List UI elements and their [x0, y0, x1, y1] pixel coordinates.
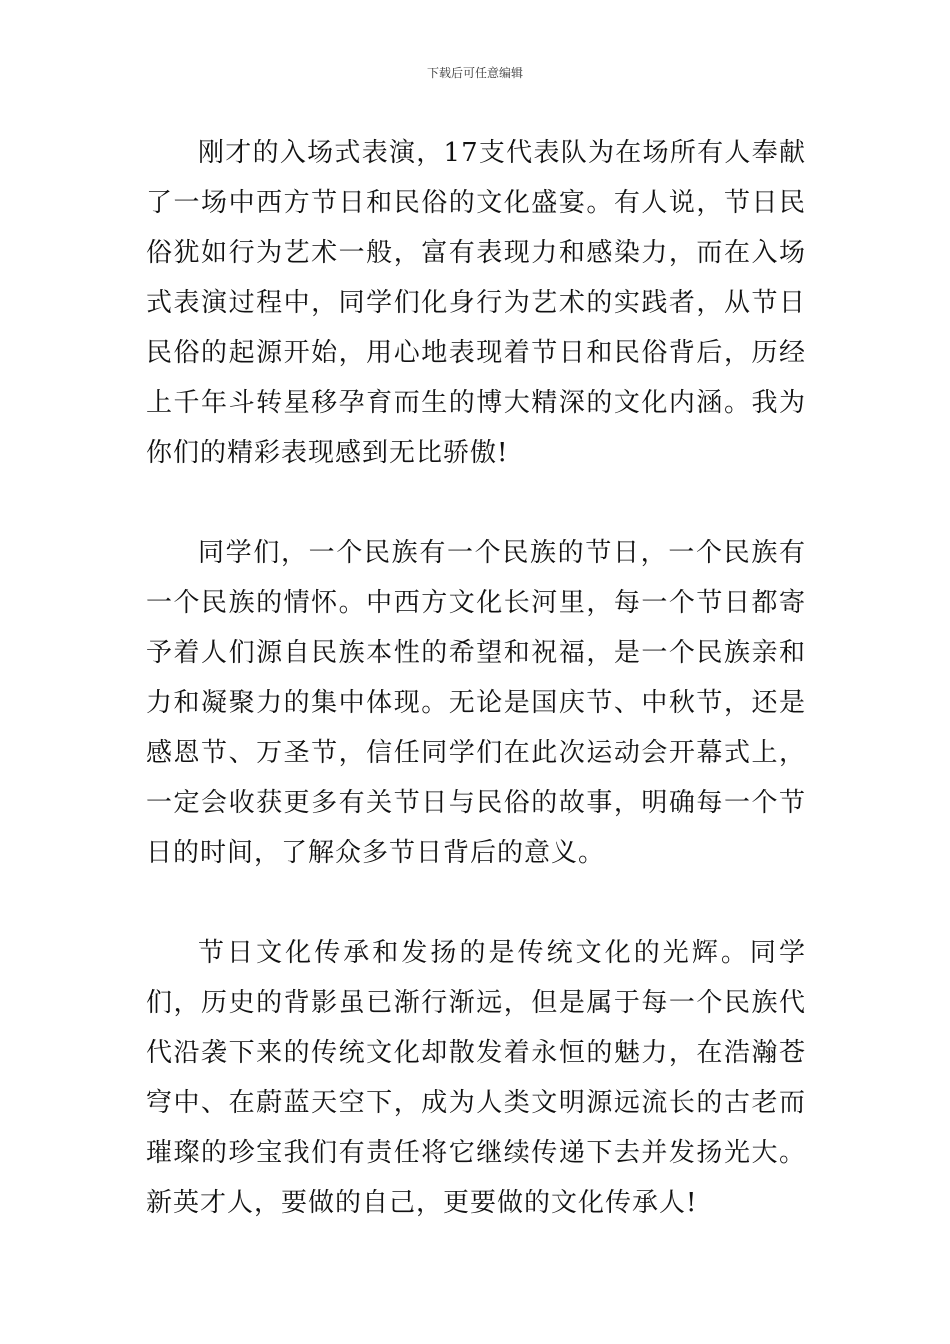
- page-header: 下载后可任意编辑: [426, 66, 523, 80]
- paragraph-2: 同学们，一个民族有一个民族的节日，一个民族有一个民族的情怀。中西方文化长河里，每一个节日都寄予着人们源自民族本性的希望和祝福，是一个民族亲和力和凝聚力的集中体现。无论是国庆节、中秋节，还是感恩节、万圣节，信任同学们在此次运动会开幕式上，一定会收获更多有关节日与民俗的故事，明确每一个节日的时间，了解众多节日背后的意义。: [146, 538, 806, 868]
- paragraph-1: 刚才的入场式表演，17支代表队为在场所有人奉献了一场中西方节日和民俗的文化盛宴。有人说，节日民俗犹如行为艺术一般，富有表现力和感染力，而在入场式表演过程中，同学们化身行为艺术的实践者，从节日民俗的起源开始，用心地表现着节日和民俗背后，历经上千年斗转星移孕育而生的博大精深的文化内涵。我为你们的精彩表现感到无比骄傲!: [146, 138, 806, 468]
- document-body: [146, 128, 806, 1228]
- paragraph-3: 节日文化传承和发扬的是传统文化的光辉。同学们，历史的背影虽已渐行渐远，但是属于每一个民族代代沿袭下来的传统文化却散发着永恒的魅力，在浩瀚苍穹中、在蔚蓝天空下，成为人类文明源远流长的古老而璀璨的珍宝我们有责任将它继续传递下去并发扬光大。新英才人，要做的自己，更要做的文化传承人!: [146, 938, 806, 1218]
